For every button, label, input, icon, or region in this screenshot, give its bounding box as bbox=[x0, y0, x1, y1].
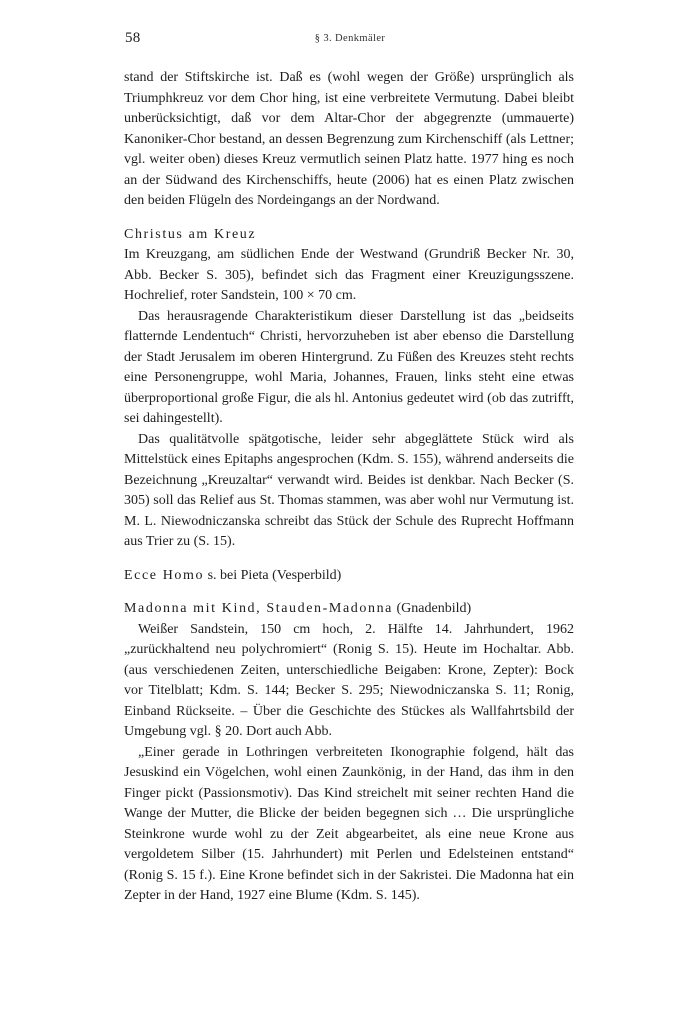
paragraph-quote-ronig: „Einer gerade in Lothringen verbreiteten Ikonographie folgend, hält das Jesuskind ein Vögelchen, wohl einen Zaunkönig, in der Hand, das ihm in den Finger pickt (Passionsmotiv). Das Kind streichelt mit seiner rechten Hand die Wange der Mutter, die Blicke der beiden begegnen sich … Die ursprüngliche Steinkrone wurde wohl zu der Zeit abgearbeitet, als eine neue Krone aus vergoldetem Silber (15. Jahrhundert) mit Perlen und Edelsteinen entstand“ (Ronig S. 15 f.). Eine Krone befindet sich in der Sakristei. Die Madonna hat ein Zepter in der Hand, 1927 eine Blume (Kdm. S. 145). bbox=[124, 744, 574, 903]
heading-title: Ecce Homo bbox=[124, 567, 205, 583]
heading-rest: (Gnadenbild) bbox=[393, 601, 472, 616]
heading-title: Christus am Kreuz bbox=[124, 226, 257, 242]
heading-madonna-mit-kind bbox=[124, 599, 574, 620]
paragraph-lendentuch: Das herausragende Charakteristikum dieser Darstellung ist das „beidseits flatternde Lendentuch“ Christi, hervorzuheben ist aber ebenso die Darstellung der Stadt Jerusalem im oberen Hintergrund. Zu Füßen des Kreuzes steht rechts eine Personengruppe, wohl Maria, Johannes, Frauen, links steht eine etwas überproportional große Figur, die als hl. Antonius gedeutet wird (ob das zutrifft, sei dahingestellt). bbox=[124, 308, 574, 426]
page-number: 58 bbox=[125, 30, 141, 46]
heading-rest: s. bei Pieta (Vesperbild) bbox=[204, 567, 342, 583]
paragraph-epitaph: Das qualitätvolle spätgotische, leider sehr abgeglättete Stück wird als Mittelstück eines Epitaphs angesprochen (Kdm. S. 155), während anderseits die Bezeichnung „Kreuzaltar“ verwandt wird. Beides ist denkbar. Nach Becker (S. 305) soll das Relief aus St. Thomas stammen, was aber wohl nur Vermutung ist. M. L. Niewodniczanska schreibt das Stück der Schule des Ruprecht Hoffmann aus Trier zu (S. 15). bbox=[124, 431, 574, 549]
paragraph-sandstein: Weißer Sandstein, 150 cm hoch, 2. Hälfte 14. Jahrhundert, 1962 „zurückhaltend neu polychromiert“ (Ronig S. 15). Heute im Hochaltar. Abb. (aus verschiedenen Zeiten, unterschiedliche Beigaben: Krone, Zepter): Bock vor Titelblatt; Kdm. S. 144; Becker S. 295; Niewodniczanska S. 11; Ronig, Einband Rückseite. – Über die Geschichte des Stückes als Wallfahrtsbild der Umgebung vgl. § 20. Dort auch Abb. bbox=[124, 621, 574, 739]
heading-ecce-homo bbox=[124, 566, 574, 587]
paragraph-kreuzgang: Im Kreuzgang, am südlichen Ende der Westwand (Grundriß Becker Nr. 30, Abb. Becker S. 305), befindet sich das Fragment einer Kreuzigungsszene. Hochrelief, roter Sandstein, 100 × 70 cm. bbox=[124, 247, 574, 303]
body-text bbox=[124, 68, 574, 907]
heading-title: Madonna mit Kind, Stauden-Madonna bbox=[124, 601, 393, 616]
running-head: § 3. Denkmäler bbox=[314, 33, 386, 44]
paragraph-triumphkreuz: stand der Stiftskirche ist. Daß es (wohl wegen der Größe) ursprünglich als Triumphkreuz vor dem Chor hing, ist eine verbreitete Vermutung. Dabei bleibt unberücksichtigt, daß vor dem Altar-Chor der abgegrenzte (ummauerte) Kanoniker-Chor bestand, an dessen Begrenzung zum Kirchenschiff (als Lettner; vgl. weiter oben) dieses Kreuz vermutlich seinen Platz hatte. 1977 hing es noch an der Südwand des Kirchenschiffs, heute (2006) hat es einen Platz zwischen den beiden Flügeln des Nordeingangs an der Nordwand. bbox=[124, 70, 574, 208]
heading-christus-am-kreuz bbox=[124, 225, 574, 246]
